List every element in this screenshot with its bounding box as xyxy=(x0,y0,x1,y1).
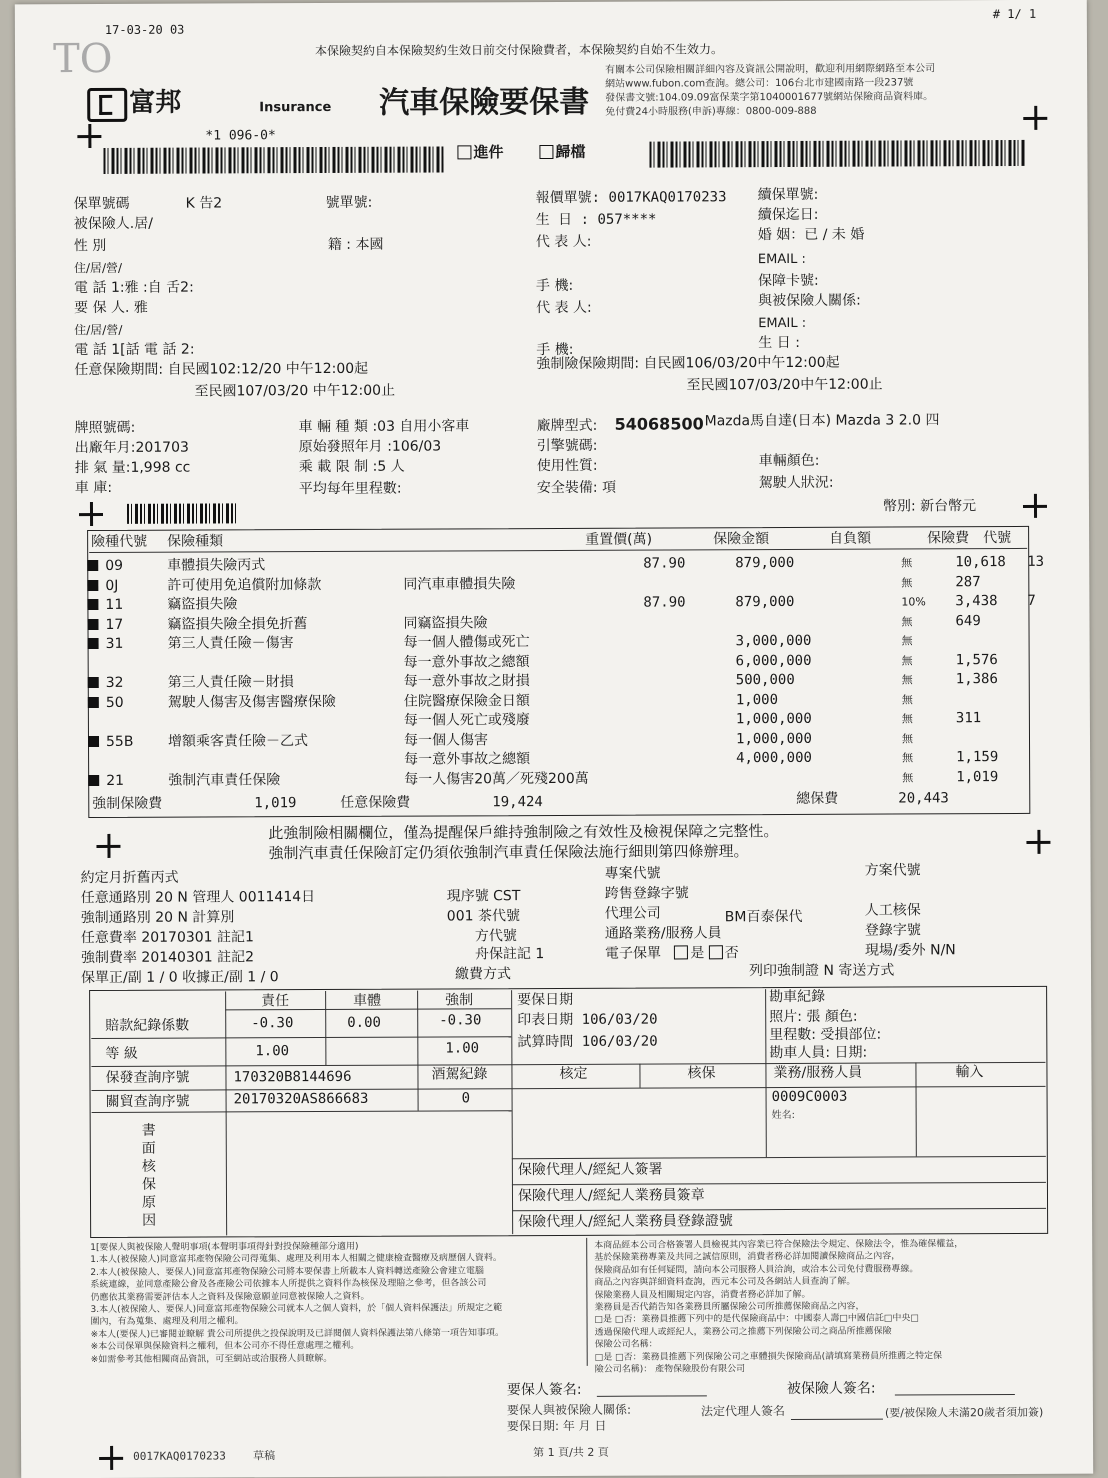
agent-code: 0009C0003 xyxy=(771,1088,848,1106)
usage-type: 使用性質: xyxy=(536,457,598,475)
fine-print-line: 3.本人(被保險人、要保人)同意富邦產物保險公司就本人之個人資料，於「個人資料保護法」所規定之範 xyxy=(90,1303,503,1316)
barcode-small xyxy=(127,503,237,523)
card-no: 保障卡號: xyxy=(757,272,819,290)
policy-no: 保單號碼 xyxy=(73,195,130,213)
registration-mark-icon xyxy=(99,1446,123,1470)
grade-compulsory: 1.00 xyxy=(445,1040,480,1057)
channel-staff: 通路業務/服務人員 xyxy=(604,925,722,942)
fine-print-line: ※本公司保單與保險資料之權利，但本公司亦不得任意處理之權利。 xyxy=(90,1341,360,1353)
guardian-signature[interactable]: 法定代理人簽名 xyxy=(700,1403,785,1419)
coverage-ded: 無 xyxy=(901,575,913,589)
registration-mark-icon xyxy=(96,834,120,858)
applicant: 要 保 人. 雅 xyxy=(74,299,148,317)
coverage-code: 31 xyxy=(105,635,124,652)
coverage-prem: 3,438 xyxy=(955,593,998,610)
coverage-desc: 每一意外事故之財損 xyxy=(403,673,530,690)
coverage-ded: 無 xyxy=(901,731,914,745)
page-counter: # 1/ 1 xyxy=(992,6,1037,22)
mobile-1: 手 機: xyxy=(535,277,574,295)
query-no-2: 20170320AS866683 xyxy=(233,1090,369,1108)
coverage-prem: 287 xyxy=(955,573,981,590)
checkbox-new[interactable] xyxy=(457,144,503,161)
coverage-prem: 649 xyxy=(955,612,981,629)
currency: 幣別: 新台幣元 xyxy=(882,498,977,515)
coverage-sum: 1,000,000 xyxy=(735,730,812,747)
fine-print-line: 2.本人(被保險人、要保人)同意富邦產物保險公司將本要保書上所載本人資料轉送產險公會建立電腦 xyxy=(90,1266,484,1278)
coverage-sum: 3,000,000 xyxy=(735,632,812,650)
coverage-ded: 無 xyxy=(901,614,913,628)
coverage-marker xyxy=(87,616,104,633)
company-info-4: 免付費24小時服務(申訴)專線：0800-009-888 xyxy=(605,105,817,118)
coverage-marker xyxy=(87,597,104,614)
agent-label: 業務/服務人員 xyxy=(773,1064,863,1082)
coverage-name: 許可使用免追償附加條款 xyxy=(167,576,322,594)
side-stamp: TO xyxy=(52,35,113,83)
application-date: 要保日期 xyxy=(517,991,574,1009)
coverage-ded: 無 xyxy=(902,770,914,784)
coverage-ded: 10% xyxy=(901,595,926,609)
coverage-desc: 每一意外事故之總額 xyxy=(403,653,530,671)
fine-print-line: □是 □否：業務員推薦下列中的是代保險商品中：中國泰人壽□中國信託□中央□ xyxy=(594,1313,919,1326)
coverage-desc: 同汽車車體損失險 xyxy=(403,575,516,593)
garage: 車 庫: xyxy=(74,479,113,497)
company-info-1: 有關本公司保險相關詳細內容及資訊公開說明，歡迎利用網際網路至本公司 xyxy=(605,63,936,76)
registration-mark-icon xyxy=(1023,106,1047,130)
coverage-ded: 無 xyxy=(901,673,913,687)
coverage-name: 第三人責任險－傷害 xyxy=(167,635,294,652)
method-code: 方代號 xyxy=(474,928,517,945)
coverage-ded: 無 xyxy=(902,751,914,765)
policy-no-value: K 告2 xyxy=(185,195,223,212)
coverage-header-replacement: 重置價(萬) xyxy=(585,531,653,548)
barcode-left xyxy=(103,146,443,173)
coverage-marker xyxy=(88,675,105,692)
fine-print-line: 保險公司名稱： xyxy=(594,1339,658,1351)
fine-print-line: 基於保險業務專業及共同之誠信原則，消費者務必詳加閱讀保險商品之內容， xyxy=(594,1251,901,1264)
coverage-marker-icon xyxy=(88,677,99,688)
relation-to-insured: 與被保險人關係: xyxy=(758,292,861,310)
email-1: EMAIL : xyxy=(757,251,806,268)
fine-print-line: □是 □否：業務員推薦下列保險公司之車體損失保險商品(請填寫業務員所推薦之特定保 xyxy=(594,1350,943,1363)
optional-period-end: 至民國107/03/20 中午12:00止 xyxy=(194,382,396,400)
agent-name: 姓名: xyxy=(771,1109,796,1122)
email-2: EMAIL : xyxy=(758,315,807,332)
footer-draft: 草稿 xyxy=(253,1449,276,1463)
vehicle-type: 車 輛 種 類 :03 自用小客車 xyxy=(298,418,470,436)
serial-no: 現序號 CST xyxy=(446,888,521,905)
relation-signature[interactable]: 要保人與被保險人關係: xyxy=(506,1402,632,1418)
coverage-sum: 4,000,000 xyxy=(736,749,812,767)
guardian-signature-line xyxy=(791,1419,883,1420)
note-line-1: 此強制險相關欄位，僅為提醒保戶維持強制險之有效性及檢視保障之完整性。 xyxy=(268,822,779,843)
coverage-marker-icon xyxy=(88,638,99,649)
footer-page: 第 1 頁/共 2 頁 xyxy=(533,1445,609,1460)
coverage-code: 0J xyxy=(105,577,119,594)
driver-status: 駕駛人狀況: xyxy=(758,474,834,492)
coverage-code: 17 xyxy=(105,616,124,633)
inspection-photo: 照片: 張 顏色: xyxy=(769,1008,858,1026)
coverage-extra: 7 xyxy=(1027,592,1036,609)
quote-no: 報價單號: 0017KAQ0170233 xyxy=(535,189,727,207)
note-line-2: 強制汽車責任保險訂定仍須依強制汽車責任保險法施行細則第四條辦理。 xyxy=(268,842,749,863)
depreciation: 約定月折舊丙式 xyxy=(80,869,179,887)
agent-sales-signature[interactable]: 保險代理人/經紀人業務員簽章 xyxy=(517,1187,705,1205)
fine-print-line: 本商品經本公司合格簽署人員檢視其內容業已符合保險法令規定、保險法令，惟為確保權益， xyxy=(594,1239,964,1251)
brand-name: 富邦 xyxy=(129,87,182,118)
fine-print-line: 透過保險代理人或經紀人，業務公司之推薦下列保險公司之商品所推薦保險 xyxy=(594,1326,892,1338)
fine-print-line: 圍內，有為蒐集、處理及利用之權利。 xyxy=(90,1316,244,1328)
plate-no: 牌照號碼: xyxy=(74,419,136,437)
coverage-sum: 6,000,000 xyxy=(735,652,812,669)
print-date: 印表日期 106/03/20 xyxy=(517,1011,658,1029)
fine-print-divider xyxy=(586,1238,588,1366)
compulsory-channel: 強制通路別 20 N 計算別 xyxy=(80,909,235,927)
total-premium-label: 總保費 xyxy=(796,790,839,807)
coverage-name: 駕駛人傷害及傷害醫療保險 xyxy=(167,693,336,711)
query-no-1: 170320B8144696 xyxy=(233,1068,352,1086)
e-policy-yes-checkbox[interactable] xyxy=(674,945,688,959)
engine-no: 引擎號碼: xyxy=(536,437,598,455)
insurance-application-form xyxy=(15,0,1093,1478)
e-policy-no-label: 否 xyxy=(724,945,739,962)
print-stamp: 17-03-20 03 xyxy=(104,22,185,37)
coverage-prem: 1,576 xyxy=(955,651,998,668)
boat-note: 舟保註記 1 xyxy=(474,946,545,963)
inspection-odometer: 里程數: 受損部位: xyxy=(769,1026,882,1044)
footer-quote-no: 0017KAQ0170233 xyxy=(133,1449,226,1463)
grade-liability: 1.00 xyxy=(255,1043,290,1060)
coverage-header-sum: 保險金額 xyxy=(713,531,770,548)
checkbox-archive-label: 歸檔 xyxy=(555,142,586,161)
inspector: 勘車人員: 日期: xyxy=(769,1044,868,1062)
coverage-marker xyxy=(87,558,104,575)
e-policy-no-checkbox[interactable] xyxy=(709,945,723,959)
optional-period-start: 任意保險期間: 自民國102:12/20 中午12:00起 xyxy=(74,360,369,379)
company-info-3: 發保書文號:104.09.09富保業字第1040001677號網站保險商品資料庫。 xyxy=(605,91,934,104)
coverage-ded: 無 xyxy=(901,653,913,667)
checkbox-archive[interactable] xyxy=(539,144,585,161)
ref-no: 號單號: xyxy=(325,194,373,211)
coverage-marker-icon xyxy=(87,618,98,629)
coverage-name: 增額乘客責任險－乙式 xyxy=(167,732,309,750)
fubon-logo-icon xyxy=(87,88,127,122)
date-of-birth: 生 日 : 057**** xyxy=(535,211,657,229)
fine-print-line: 商品之內容與詳細資料查詢，西元本公司及各網站人員查詢了解。 xyxy=(594,1276,856,1289)
fine-print-line: ※如需參考其他相關商品資訊，可至網站或洽服務人員瞭解。 xyxy=(90,1353,333,1365)
validity-notice: 本保險契約自本保險契約生效日前交付保險費者，本保險契約自始不生效力。 xyxy=(314,42,724,59)
claim-factor-compulsory: -0.30 xyxy=(439,1012,482,1029)
tea-code: 001 茶代號 xyxy=(446,908,520,925)
address-2: 住/居/營/ xyxy=(74,322,123,338)
record-header-compulsory: 強制 xyxy=(445,992,474,1009)
agent-signature[interactable]: 保險代理人/經紀人簽署 xyxy=(517,1161,663,1179)
coverage-header-extra: 代號 xyxy=(983,530,1012,547)
phone-2: 電 話 1[話 電 話 2: xyxy=(74,341,195,359)
coverage-desc: 每一個人體傷或死亡 xyxy=(403,634,530,651)
guardian-note: (要/被保險人未滿20歲者須加簽) xyxy=(884,1405,1044,1420)
coverage-marker-icon xyxy=(88,696,99,707)
coverage-sum: 1,000,000 xyxy=(735,710,812,728)
coverage-prem: 311 xyxy=(955,710,982,727)
fine-print-line: 1.本人(被保險人)同意富邦產物保險公司得蒐集、處理及利用本人相關之健康檢查醫療及病歷個人資料。 xyxy=(90,1253,502,1266)
coverage-desc: 每一人傷害20萬／死殘200萬 xyxy=(404,770,589,788)
query-no-1-label: 保發查詢序號 xyxy=(105,1069,190,1086)
coverage-marker-icon xyxy=(88,735,99,746)
fine-print-line: 業務員是否代銷告知各業務員所屬保險公司所推薦保險商品之內容， xyxy=(594,1301,865,1313)
coverage-header-name: 保險種類 xyxy=(167,533,224,550)
record-divider xyxy=(639,1064,640,1088)
coverage-marker xyxy=(87,577,104,594)
registration-date: 原始發照年月 :106/03 xyxy=(298,438,442,456)
record-header-body: 車體 xyxy=(353,992,382,1009)
model-code: 54068500 xyxy=(614,414,704,434)
checkbox-new-label: 進件 xyxy=(473,143,504,162)
coverage-code: 21 xyxy=(106,772,125,789)
record-header-liability: 責任 xyxy=(261,993,290,1010)
coverage-marker xyxy=(88,733,105,750)
seat-limit: 乘 載 限 制 :5 人 xyxy=(298,458,405,476)
print-cert: 列印強制證 N 寄送方式 xyxy=(748,962,895,980)
payment-method: 繳費方式 xyxy=(454,966,512,983)
insured-label: 被保險人.居/ xyxy=(73,215,153,233)
fine-print-line: 仍應依其業務需要評估本人之資料及保險意願並同意被保險人之資料。 xyxy=(90,1291,370,1303)
e-policy-label: 電子保單 xyxy=(604,945,661,962)
compulsory-premium: 1,019 xyxy=(254,795,297,812)
manufacture-date: 出廠年月:201703 xyxy=(74,439,189,457)
compulsory-premium-label: 強制保險費 xyxy=(92,795,163,813)
coverage-repl: 87.90 xyxy=(643,594,686,611)
coverage-desc: 每一個人傷害 xyxy=(403,731,489,749)
renewal-no: 續保單號: xyxy=(757,186,819,204)
coverage-code: 55B xyxy=(105,733,134,750)
e-policy-yes-label: 是 xyxy=(690,945,705,962)
coverage-ded: 無 xyxy=(901,556,913,570)
brand-english: Insurance xyxy=(259,99,332,116)
dui-record-label: 酒駕紀錄 xyxy=(431,1066,488,1083)
coverage-marker-icon xyxy=(87,599,98,610)
coverage-name: 車體損失險丙式 xyxy=(167,557,266,574)
representative-2: 代 表 人: xyxy=(536,299,592,317)
grade-label: 等 級 xyxy=(105,1045,138,1062)
birthday-2: 生 日 : xyxy=(758,334,800,352)
applicant-signature-line xyxy=(597,1395,707,1396)
signing-date[interactable]: 要保日期: 年 月 日 xyxy=(506,1418,607,1434)
agency-name: BM百泰保代 xyxy=(724,908,803,926)
optional-rate: 任意費率 20170301 註記1 xyxy=(80,929,254,947)
onsite-outsource: 現場/委外 N/N xyxy=(864,942,956,959)
vehicle-color: 車輛顏色: xyxy=(758,452,820,470)
fine-print-line: 險公司名稱)： 產物保險股份有限公司 xyxy=(594,1364,746,1375)
coverage-marker-icon xyxy=(87,579,98,590)
claim-factor-label: 賠款紀錄係數 xyxy=(105,1017,190,1034)
approval: 核定 xyxy=(559,1065,588,1082)
barcode-right xyxy=(649,140,1025,168)
coverage-sum: 500,000 xyxy=(735,671,795,689)
registration-mark-icon xyxy=(1026,830,1050,854)
coverage-name: 強制汽車責任保險 xyxy=(168,771,281,789)
phone-1: 電 話 1:雅 :自 舌2: xyxy=(73,279,194,297)
coverage-code: 50 xyxy=(105,694,124,711)
coverage-header-code: 險種代號 xyxy=(91,533,148,551)
coverage-marker xyxy=(88,694,105,711)
coverage-marker xyxy=(88,772,105,789)
compulsory-period-start: 強制險保險期間: 自民國106/03/20中午12:00起 xyxy=(536,354,840,373)
fine-print-line: 系統連線，並同意產險公會及各產險公司依據本人所提供之資料作為核保及理賠之參考，但各該公司 xyxy=(90,1278,487,1291)
coverage-desc: 每一意外事故之總額 xyxy=(404,751,531,768)
underwriting: 核保 xyxy=(687,1065,716,1082)
e-policy xyxy=(605,945,739,963)
fine-print-line: 保險業務人員及相關規定內容，消費者務必詳加了解。 xyxy=(594,1289,811,1301)
coverage-marker-icon xyxy=(87,560,98,571)
coverage-desc: 每一個人死亡或殘廢 xyxy=(403,712,530,729)
compulsory-rate: 強制費率 20140301 註記2 xyxy=(80,949,255,967)
gender: 性 別 xyxy=(73,237,107,255)
engine-displacement: 排 氣 量:1,998 cc xyxy=(74,459,191,477)
agency: 代理公司 xyxy=(604,905,661,922)
registration-no: 登錄字號 xyxy=(864,922,921,939)
coverage-header-deductible: 自負額 xyxy=(829,530,872,547)
coverage-repl: 87.90 xyxy=(643,555,686,572)
coverage-prem: 1,386 xyxy=(955,671,998,688)
coverage-ded: 無 xyxy=(901,634,913,648)
coverage-header-premium: 保險費 xyxy=(927,530,970,547)
claim-factor-liability: -0.30 xyxy=(251,1015,294,1032)
applicant-signature[interactable]: 要保人簽名: xyxy=(506,1381,582,1399)
coverage-prem: 1,159 xyxy=(956,749,999,766)
insured-signature[interactable]: 被保險人簽名: xyxy=(786,1380,876,1397)
manual-underwriting: 人工核保 xyxy=(864,902,921,919)
total-premium: 20,443 xyxy=(898,790,949,807)
fine-print-line: 保險商品如有任何疑問，請向本公司服務人員洽詢，或洽本公司免付費服務專線。 xyxy=(594,1264,919,1276)
coverage-desc: 同竊盜損失險 xyxy=(403,614,488,632)
coverage-ded: 無 xyxy=(901,712,913,726)
coverage-name: 竊盜損失險全損免折舊 xyxy=(167,615,308,633)
registration-mark-icon xyxy=(1023,494,1047,518)
address-1: 住/居/營/ xyxy=(73,260,123,276)
model-name: Mazda馬自達(日本) Mazda 3 2.0 四 xyxy=(704,412,940,430)
safety-equipment: 安全裝備: 項 xyxy=(536,479,617,497)
marital-status: 婚 姻：已 / 未 婚 xyxy=(757,226,865,244)
query-no-2-label: 關貿查詢序號 xyxy=(105,1093,190,1110)
project-code: 專案代號 xyxy=(604,865,661,882)
fine-print-line: 1[要保人與被保險人聲明事項(本聲明事項得針對投保險種部分適用) xyxy=(90,1241,359,1254)
optional-premium-label: 任意保險費 xyxy=(340,794,411,811)
coverage-sum: 1,000 xyxy=(735,691,779,708)
copies: 保單正/副 1 / 0 收據正/副 1 / 0 xyxy=(81,969,279,987)
coverage-extra: 13 xyxy=(1027,553,1045,570)
coverage-marker xyxy=(88,636,105,653)
optional-channel: 任意通路別 20 N 管理人 0011414日 xyxy=(80,889,316,907)
coverage-code: 11 xyxy=(105,596,124,613)
form-title: 汽車保險要保書 xyxy=(379,84,590,121)
coverage-code: 09 xyxy=(105,557,124,574)
registration-mark-icon xyxy=(79,502,103,526)
coverage-name: 竊盜損失險 xyxy=(167,596,238,613)
coverage-name: 第三人責任險－財損 xyxy=(167,674,294,691)
coverage-desc: 住院醫療保險金日額 xyxy=(403,692,530,710)
coverage-prem: 1,019 xyxy=(956,768,999,785)
mobile-2: 手 機: xyxy=(536,341,574,359)
calc-time: 試算時間 106/03/20 xyxy=(517,1033,658,1051)
company-info-2: 網站www.fubon.com查詢。總公司：106台北市建國南路一段237號 xyxy=(605,77,914,90)
inspection-record: 勘車紀錄 xyxy=(769,988,826,1006)
claim-factor-body: 0.00 xyxy=(347,1014,381,1031)
dui-record: 0 xyxy=(461,1090,471,1107)
cross-sale-no: 跨售登錄字號 xyxy=(604,885,689,902)
written-uw-reason: 書面核保原因 xyxy=(141,1122,157,1229)
coverage-marker-icon xyxy=(88,774,99,785)
coverage-ded: 無 xyxy=(901,692,913,706)
fine-print-line: ※本人(要保人)已審閱並瞭解 貴公司所提供之投保說明及已詳閱個人資料保護法第八條第一項告知事項。 xyxy=(90,1328,505,1340)
coverage-prem: 10,618 xyxy=(955,554,1006,571)
plan-code: 方案代號 xyxy=(864,862,921,879)
insured-signature-line xyxy=(895,1394,1015,1396)
renewal-from: 續保迄日: xyxy=(757,206,819,224)
agent-license-no[interactable]: 保險代理人/經紀人業務員登錄證號 xyxy=(518,1213,733,1231)
registration-mark-icon xyxy=(77,124,101,148)
coverage-code: 32 xyxy=(105,674,124,691)
representative-1: 代 表 人: xyxy=(535,233,592,251)
optional-premium: 19,424 xyxy=(492,794,543,811)
model-label: 廠牌型式: xyxy=(536,417,598,435)
input: 輸入 xyxy=(955,1064,984,1081)
nationality: 籍 : 本國 xyxy=(327,236,384,253)
barcode-text: *1 096-0* xyxy=(205,128,276,144)
compulsory-period-end: 至民國107/03/20中午12:00止 xyxy=(686,376,883,394)
annual-mileage: 平均每年里程數: xyxy=(298,480,402,498)
coverage-sum: 879,000 xyxy=(735,554,795,572)
coverage-sum: 879,000 xyxy=(735,593,795,611)
